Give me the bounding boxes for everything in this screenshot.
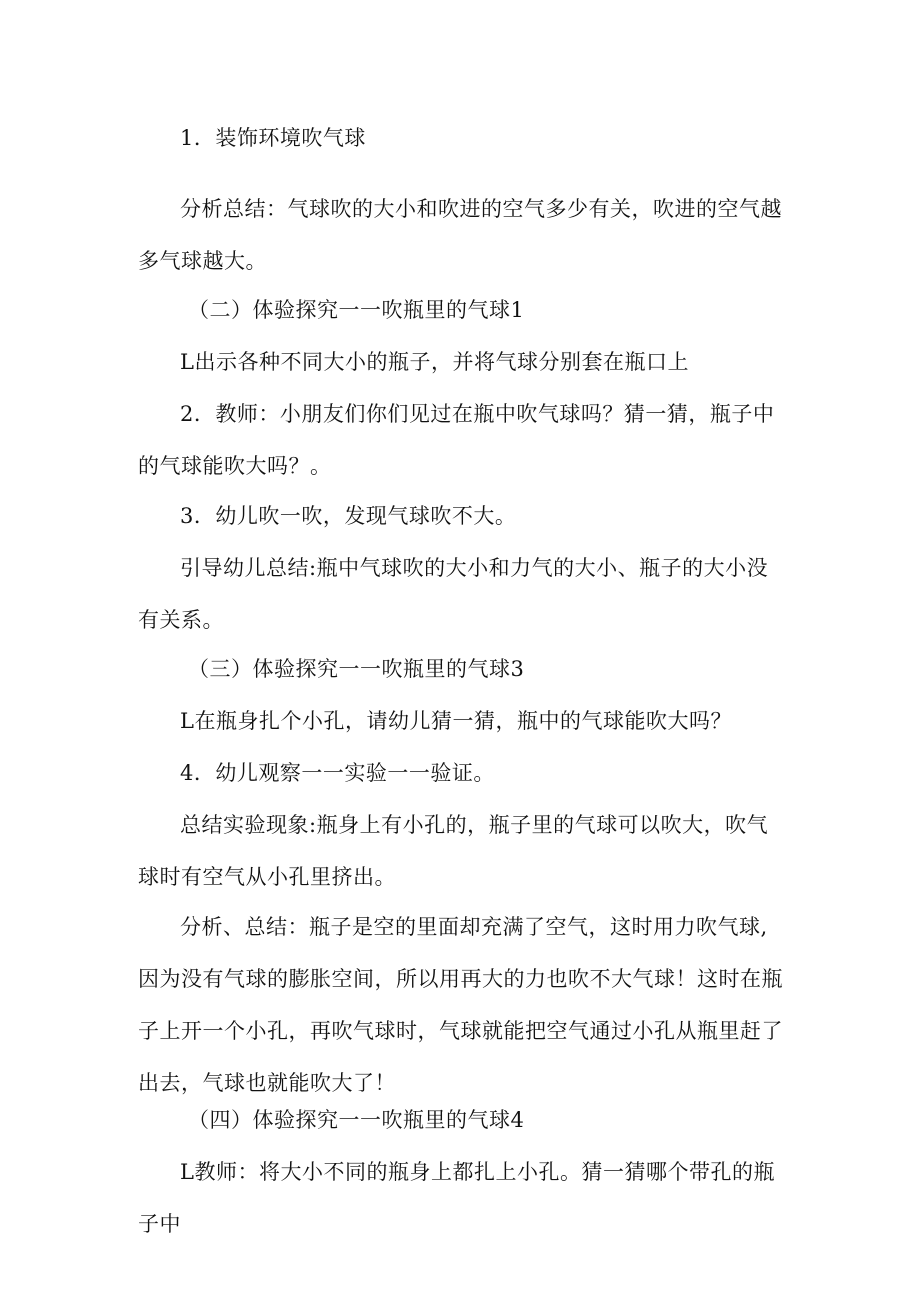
analysis-summary-1: 分析总结：气球吹的大小和吹进的空气多少有关，吹进的空气越多气球越大。 — [138, 197, 782, 273]
section-heading-2: （二）体验探究一一吹瓶里的气球1 — [188, 298, 525, 322]
item-3-children-blow: 3．幼儿吹一吹，发现气球吹不大。 — [180, 504, 517, 528]
item-1-decorate-balloons: 1．装饰环境吹气球 — [180, 126, 366, 150]
section-heading-4: （四）体验探究一一吹瓶里的气球4 — [188, 1108, 525, 1132]
item-4-observe-verify: 4．幼儿观察一一实验一一验证。 — [180, 761, 495, 785]
item-show-bottles: L出示各种不同大小的瓶子，并将气球分别套在瓶口上 — [180, 350, 689, 374]
analysis-summary-2: 分析、总结：瓶子是空的里面却充满了空气，这时用力吹气球,因为没有气球的膨胀空间，所以用再大的力也吹不大气球！这时在瓶子上开一个小孔，再吹气球时，气球就能把空气通过小孔从瓶里赶了出去，气球也就能吹大了！ — [138, 915, 783, 1095]
guided-summary: 引导幼儿总结:瓶中气球吹的大小和力气的大小、瓶子的大小没有关系。 — [138, 556, 769, 632]
item-teacher-holes: L教师：将大小不同的瓶身上都扎上小孔。猜一猜哪个带孔的瓶子中 — [138, 1160, 775, 1236]
item-2-teacher-question: 2．教师：小朋友们你们见过在瓶中吹气球吗？猜一猜，瓶子中的气球能吹大吗？。 — [138, 402, 775, 478]
experiment-summary: 总结实验现象:瓶身上有小孔的，瓶子里的气球可以吹大，吹气球时有空气从小孔里挤出。 — [138, 813, 769, 889]
section-heading-3: （三）体验探究一一吹瓶里的气球3 — [188, 657, 525, 681]
item-poke-hole: L在瓶身扎个小孔，请幼儿猜一猜，瓶中的气球能吹大吗？ — [180, 709, 732, 733]
